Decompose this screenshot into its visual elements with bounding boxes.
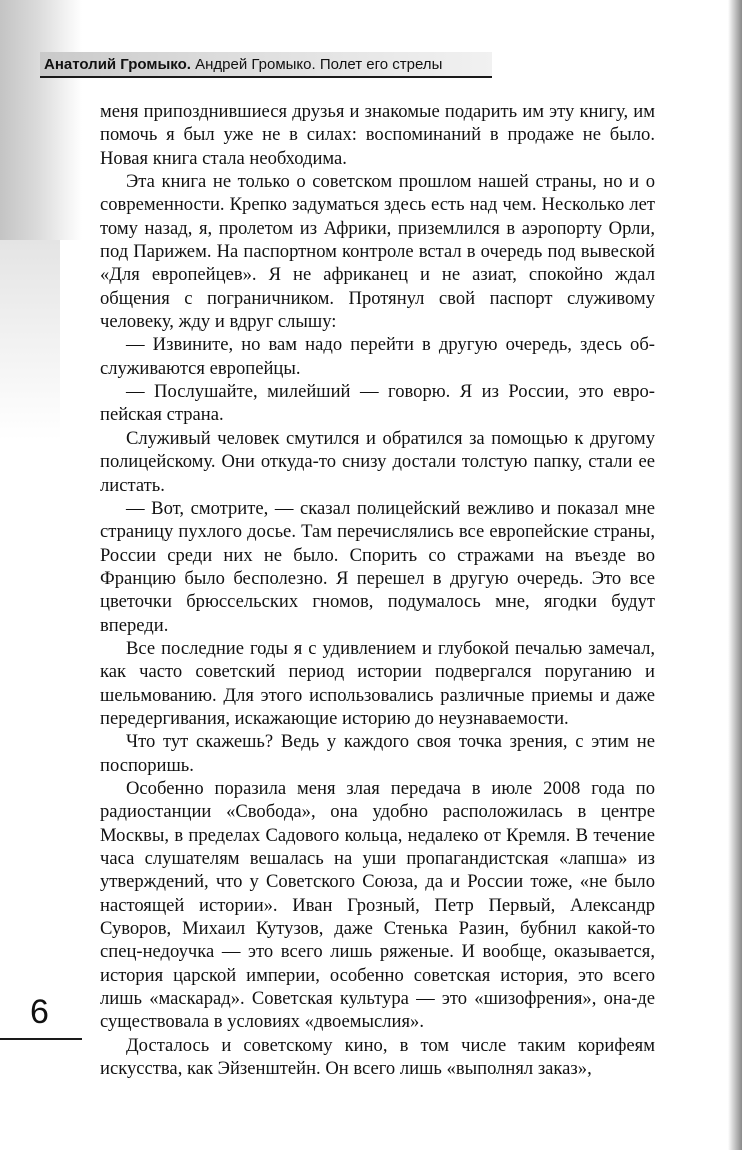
paragraph-dialogue: — Вот, смотрите, — сказал полицейский вежливо и показал мне страницу пухлого досье. Там перечислялись все европейские страны, России среди них не было. Спорить со стражами на въезде во Францию было бесполезно. Я перешел в другую очередь. Это все цветочки брюссельских гномов, подумалось мне, ягодки будут впереди. xyxy=(100,497,655,636)
paragraph: Что тут скажешь? Ведь у каждого своя точка зрения, с этим не поспоришь. xyxy=(100,731,655,776)
paragraph: Эта книга не только о советском прошлом нашей страны, но и о современности. Крепко задуматься здесь есть над чем. Несколько лет тому назад, я, пролетом из Африки, приземлился в аэропорту Орли, под Парижем. На паспортном контроле встал в очередь под вывеской «Для европейцев». Я не африканец и не азиат, спокойно ждал общения с пограничником. Протянул свой паспорт служивому человеку, жду и вдруг слышу: xyxy=(100,171,655,333)
page-number-rule xyxy=(0,1038,82,1040)
paragraph-dialogue: — Послушайте, милейший — говорю. Я из России, это европейская страна. xyxy=(100,381,655,426)
paragraph-continued: меня припозднившиеся друзья и знакомые подарить им эту книгу, им помочь я был уже не в силах: воспоминаний в продаже не было. Новая книга стала необходима. xyxy=(100,101,655,169)
scan-shadow-left-fade xyxy=(0,240,60,440)
header-author: Анатолий Громыко. xyxy=(44,56,191,73)
scan-shadow-right xyxy=(728,0,742,1150)
paragraph-dialogue: — Извините, но вам надо перейти в другую очередь, здесь обслуживаются европейцы. xyxy=(100,334,655,379)
header-title: Андрей Громыко. Полет его стрелы xyxy=(195,56,443,73)
paragraph: Все последние годы я с удивлением и глубокой печалью замечал, как часто советский период истории подвергался поруганию и шельмованию. Для этого использовались различные приемы и даже передергивания, искажающие историю до неузнаваемости. xyxy=(100,637,655,729)
paragraph: Служивый человек смутился и обратился за помощью к другому полицейскому. Они откуда-то снизу достали толстую папку, стали ее листать. xyxy=(100,427,655,496)
paragraph: Досталось и советскому кино, в том числе таким корифеям искусства, как Эйзенштейн. Он всего лишь «выполнял заказ», xyxy=(100,1034,655,1080)
scan-shadow-left xyxy=(0,0,82,240)
body-text xyxy=(100,100,655,1080)
page-number: 6 xyxy=(30,993,49,1031)
running-header xyxy=(40,52,492,78)
paragraph: Особенно поразила меня злая передача в июле 2008 года по радиостанции «Свобода», она удобно расположилась в центре Москвы, в пределах Садового кольца, недалеко от Кремля. В течение часа слушателям вешалась на уши пропагандистская «лапша» из утверждений, что у Советского Союза, да и России тоже, «не было настоящей истории». Иван Грозный, Петр Первый, Александр Суворов, Михаил Кутузов, даже Стенька Разин, бубнил какой-то спец-недоучка — это всего лишь ряженые. И вообще, оказывается, история царской империи, особенно советская история, это всего лишь «маскарад». Советская культура — это «шизофрения», она-де существовала в условиях «двоемыслия». xyxy=(100,777,655,1033)
